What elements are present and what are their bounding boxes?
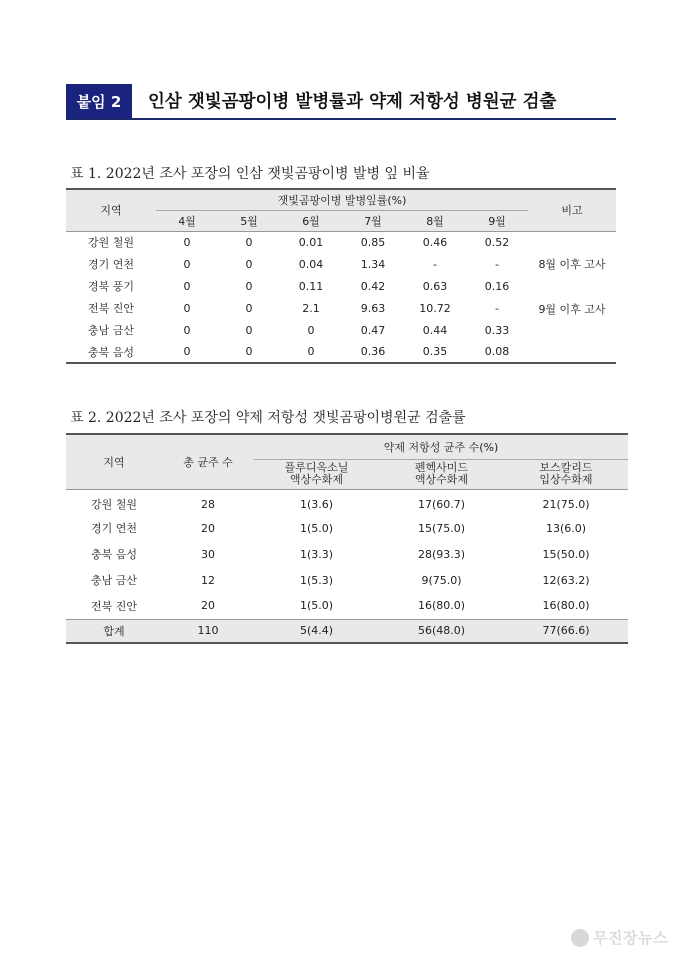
- value-cell: 0.85: [360, 235, 386, 249]
- value-cell: 12(63.2): [542, 573, 590, 587]
- incidence-table: [66, 188, 616, 364]
- value-cell: 77(66.6): [504, 619, 628, 643]
- value-cell: 0: [183, 323, 191, 337]
- table-row: [66, 593, 628, 619]
- value-cell: 10.72: [419, 301, 451, 315]
- table-row: [66, 515, 628, 541]
- value-cell: 0.11: [298, 279, 324, 293]
- value-cell: 1(5.3): [299, 573, 334, 587]
- total-cell: 30: [201, 547, 215, 561]
- value-cell: 0.46: [422, 235, 448, 249]
- news-watermark: [571, 927, 668, 948]
- value-cell: 0: [245, 301, 253, 315]
- region-cell: 경북 풍기: [87, 280, 134, 293]
- value-cell: 0.01: [298, 235, 324, 249]
- value-cell: 0.16: [484, 279, 510, 293]
- col-month: 7월: [342, 210, 404, 231]
- value-cell: 1(3.6): [299, 497, 334, 511]
- col-month: 5월: [218, 210, 280, 231]
- value-cell: 0: [245, 235, 253, 249]
- value-cell: 16(80.0): [542, 599, 590, 613]
- value-cell: 0: [183, 257, 191, 271]
- value-cell: 0: [245, 279, 253, 293]
- col-month: 6월: [280, 210, 342, 231]
- value-cell: 1.34: [360, 257, 386, 271]
- note-cell: 8월 이후 고사: [538, 258, 606, 272]
- region-cell: 강원 철원: [87, 236, 134, 250]
- region-cell: 경기 연천: [87, 258, 134, 271]
- value-cell: 1(3.3): [299, 547, 334, 561]
- value-cell: 13(6.0): [545, 521, 587, 535]
- resistance-table: [66, 433, 628, 644]
- value-cell: 0: [307, 323, 315, 337]
- table-row: [66, 231, 616, 253]
- document-header: [66, 84, 616, 120]
- attachment-badge: 붙임 2: [66, 84, 132, 118]
- value-cell: -: [433, 257, 437, 271]
- value-cell: 0: [183, 301, 191, 315]
- document-title: 인삼 잿빛곰팡이병 발병률과 약제 저항성 병원균 검출: [148, 92, 557, 112]
- value-cell: 15(75.0): [417, 521, 466, 535]
- watermark-logo-icon: [571, 929, 589, 947]
- value-cell: 0.47: [360, 323, 386, 337]
- value-cell: 0.52: [484, 235, 510, 249]
- value-cell: 1(5.0): [299, 521, 334, 535]
- total-label: 합계: [66, 619, 162, 643]
- value-cell: 16(80.0): [417, 599, 466, 613]
- value-cell: 0.42: [360, 279, 386, 293]
- region-cell: 전북 진안: [87, 302, 134, 315]
- table-row: [66, 489, 628, 515]
- col-drug: 플루디옥소닐 액상수화제: [254, 459, 379, 489]
- total-row: [66, 619, 628, 643]
- region-cell: 충남 금산: [87, 324, 134, 337]
- value-cell: 17(60.7): [417, 497, 466, 511]
- total-cell: 28: [201, 497, 215, 511]
- region-cell: 충남 금산: [90, 574, 137, 587]
- value-cell: 21(75.0): [542, 497, 590, 511]
- table1-caption: 표 1. 2022년 조사 포장의 인삼 잿빛곰팡이병 발병 잎 비율: [70, 166, 430, 182]
- region-cell: 충북 음성: [87, 345, 134, 359]
- total-cell: 12: [201, 573, 215, 587]
- col-note: 비고: [528, 189, 616, 231]
- value-cell: 0: [183, 279, 191, 293]
- watermark-text: 무진장뉴스: [593, 929, 668, 947]
- total-cell: 110: [162, 619, 254, 643]
- table-row: [66, 297, 616, 319]
- col-month: 8월: [404, 210, 466, 231]
- table-row: [66, 567, 628, 593]
- value-cell: 56(48.0): [379, 619, 504, 643]
- col-total-strains: 총 균주 수: [162, 434, 254, 489]
- table-row: [66, 541, 628, 567]
- col-month: 4월: [156, 210, 218, 231]
- col-incidence-group: 잿빛곰팡이병 발병잎률(%): [156, 189, 528, 210]
- col-region: 지역: [66, 189, 156, 231]
- value-cell: -: [495, 257, 499, 271]
- value-cell: 5(4.4): [254, 619, 379, 643]
- value-cell: 0.04: [298, 257, 324, 271]
- value-cell: 0.63: [422, 279, 448, 293]
- region-cell: 전북 진안: [90, 599, 137, 613]
- value-cell: 0.36: [360, 345, 386, 358]
- value-cell: 0.44: [422, 323, 448, 337]
- total-cell: 20: [201, 599, 215, 613]
- value-cell: 0.35: [422, 345, 448, 358]
- value-cell: 15(50.0): [542, 547, 590, 561]
- value-cell: -: [495, 301, 499, 315]
- col-resistance-group: 약제 저항성 균주 수(%): [254, 434, 628, 459]
- region-cell: 경기 연천: [90, 522, 137, 535]
- value-cell: 2.1: [302, 301, 320, 315]
- value-cell: 28(93.3): [417, 547, 466, 561]
- region-cell: 충북 음성: [90, 548, 137, 561]
- value-cell: 0.33: [484, 323, 510, 337]
- col-month: 9월: [466, 210, 528, 231]
- value-cell: 0: [183, 235, 191, 249]
- value-cell: 9(75.0): [421, 573, 462, 587]
- value-cell: 0.08: [484, 345, 510, 358]
- col-drug: 펜헥사미드 액상수화제: [379, 459, 504, 489]
- value-cell: 0: [245, 345, 253, 358]
- value-cell: 1(5.0): [299, 599, 334, 613]
- value-cell: 0: [245, 323, 253, 337]
- table2-caption: 표 2. 2022년 조사 포장의 약제 저항성 잿빛곰팡이병원균 검출률: [70, 410, 466, 426]
- col-region: 지역: [66, 434, 162, 489]
- value-cell: 0: [245, 257, 253, 271]
- region-cell: 강원 철원: [90, 498, 137, 512]
- note-cell: 9월 이후 고사: [538, 303, 606, 316]
- value-cell: 9.63: [360, 301, 386, 315]
- value-cell: 0: [307, 345, 315, 358]
- col-drug: 보스칼리드 입상수화제: [504, 459, 628, 489]
- value-cell: 0: [183, 345, 191, 358]
- total-cell: 20: [201, 521, 215, 535]
